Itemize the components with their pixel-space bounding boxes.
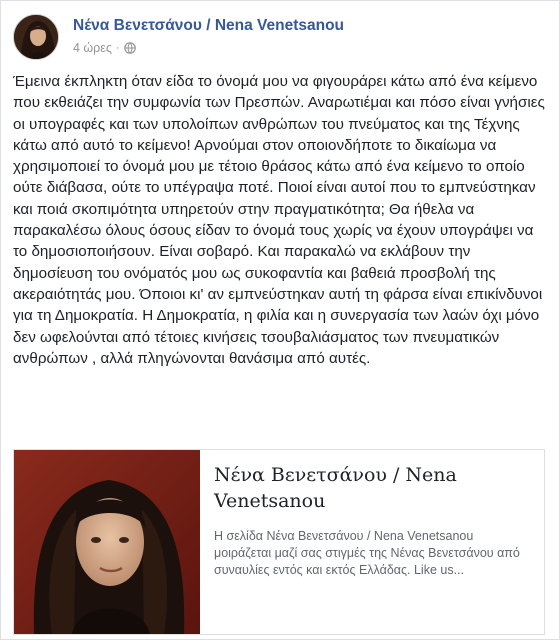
- post-author-name[interactable]: Νένα Βενετσάνου / Nena Venetsanou: [73, 17, 345, 34]
- portrait-photo: [14, 450, 200, 634]
- globe-icon[interactable]: [124, 42, 136, 54]
- link-preview-title[interactable]: Νένα Βενετσάνου / Nena Venetsanou: [214, 464, 457, 512]
- link-preview-image[interactable]: [14, 450, 200, 634]
- avatar-portrait: [14, 15, 59, 60]
- post-body-text: Έμεινα έκπληκτη όταν είδα το όνομά μου να φιγουράρει κάτω από ένα κείμενο που εκθειάζει την συμφωνία των Πρεσπών. Αναρωτιέμαι και πόσο είναι γνήσιες οι υπογραφές και των υπολοίπων ανθρώπων του πνεύματος και της Τέχνης κάτω από αυτό το κείμενο! Αρνούμαι στον οποιονδήποτε το δικαίωμα να χρησιμοποιεί το όνομά μου με τέτοιο θράσος κάτω από ένα κείμενο το οποίο ούτε διάβασα, ούτε το υπέγραψα ποτέ. Ποιοί είναι αυτοί που το εμπνεύστηκαν και ποιά σκοπιμότητα υπηρετούν στην πραγματικότητα; Θα ήθελα να παρακαλέσω όλους όσους είδαν το όνομά τους χωρίς να έχουν υπογράψει να το δημοσιοποιήσουν. Είναι σοβαρό. Και παρακαλώ να εκλάβουν την δημοσίευση του ονόματός μου ως συκοφαντία και βαθειά προσβολή της ακεραιότητάς μου. Όποιοι κι' αν εμπνεύστηκαν αυτή τη φάρσα είναι επικίνδυνοι για τη Δημοκρατία. Η Δημοκρατία, η φιλία και η συνεργασία των λαών όχι μόνο δεν ωφελούνται από τέτοιες κινήσεις τσουβαλιάσματος των πνευματικών ανθρώπων , αλλά πληγώνονται θανάσιμα από αυτές.: [13, 73, 545, 367]
- meta-separator: ·: [115, 42, 120, 54]
- link-preview-card[interactable]: [13, 449, 545, 635]
- post-timestamp[interactable]: 4 ώρες: [73, 41, 112, 55]
- author-avatar[interactable]: [13, 14, 59, 60]
- post-meta: [73, 41, 136, 55]
- link-preview-description: Η σελίδα Νένα Βενετσάνου / Nena Venetsanou μοιράζεται μαζί σας στιγμές της Νένας Βενετσάνου από συναυλίες εντός και εκτός Ελλάδας. Like us...: [214, 529, 520, 577]
- link-preview-body[interactable]: [214, 462, 532, 579]
- post-header: [13, 14, 533, 62]
